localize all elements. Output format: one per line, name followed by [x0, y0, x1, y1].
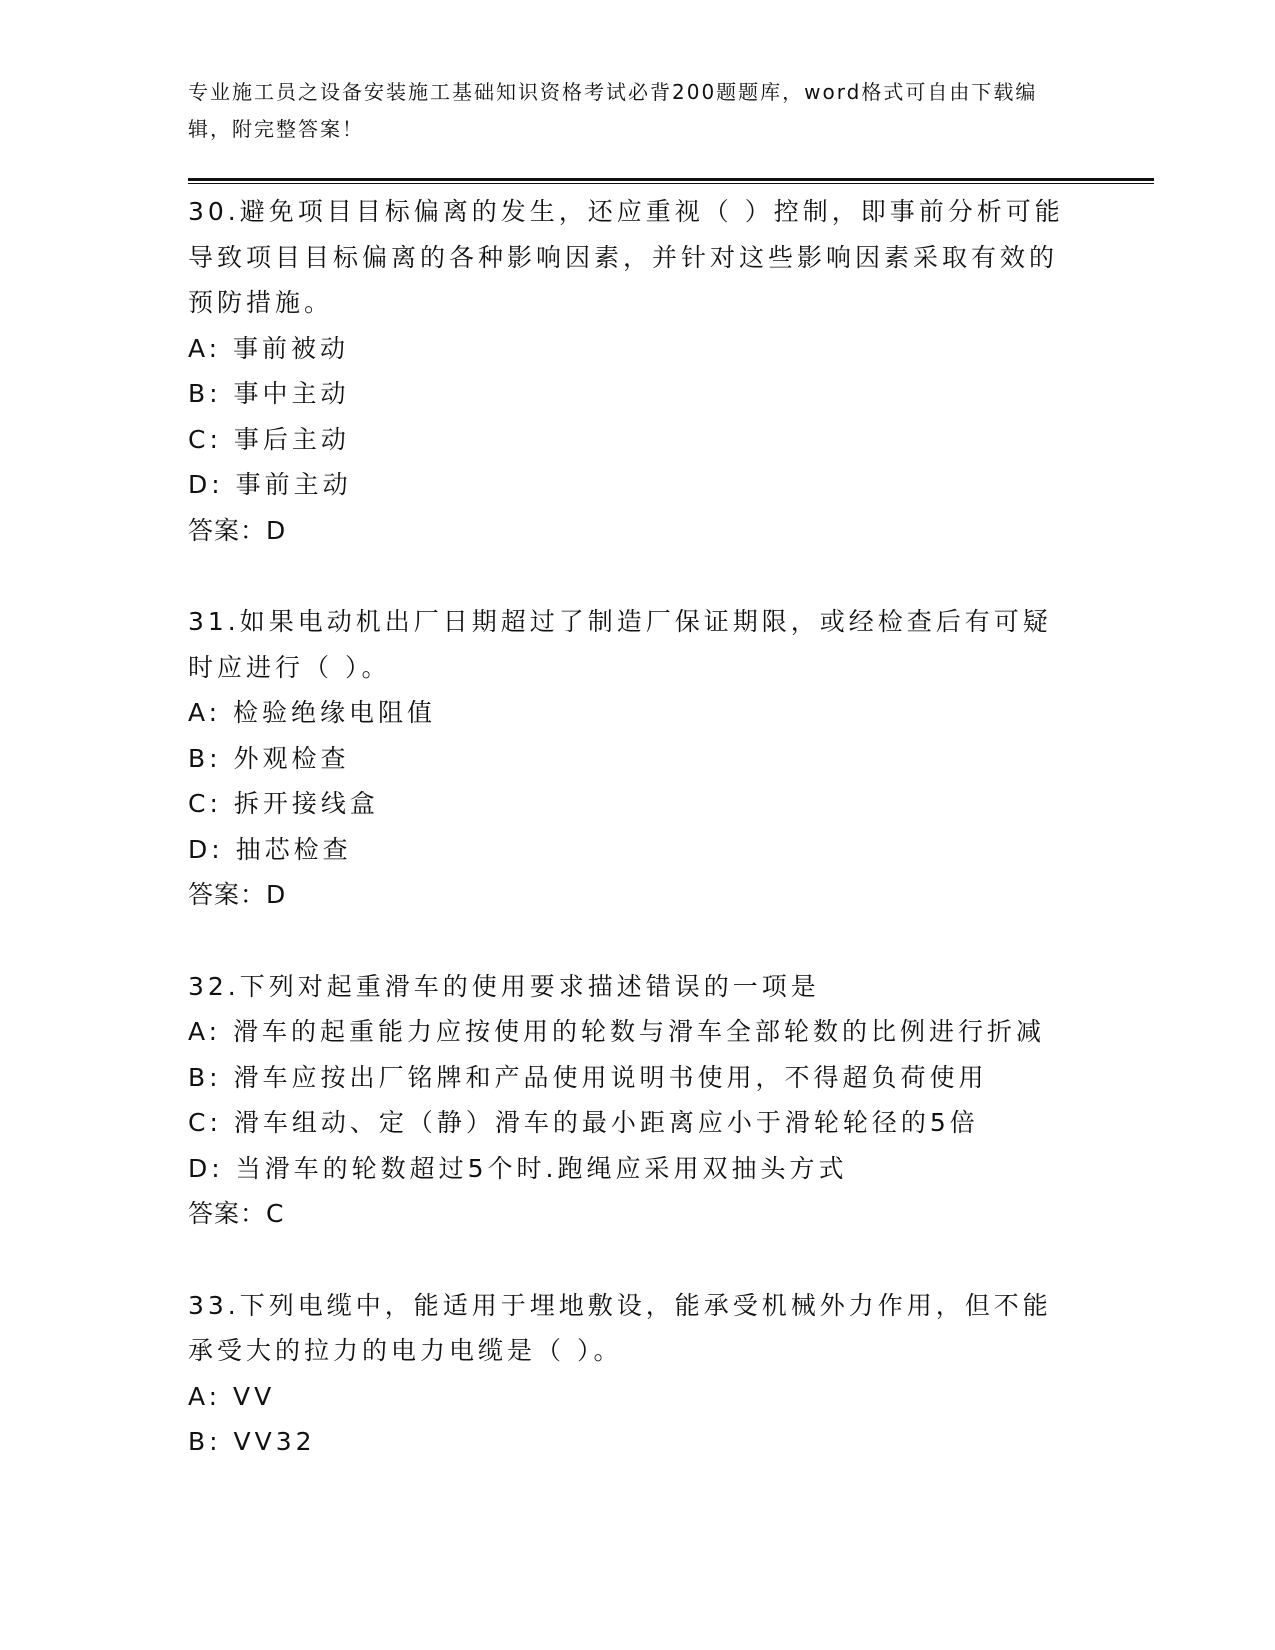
option-b: B: 事中主动 — [188, 379, 350, 408]
option-c: C: 拆开接线盒 — [188, 789, 379, 818]
question-stem: 31.如果电动机出厂日期超过了制造厂保证期限，或经检查后有可疑时应进行（ ）。 — [188, 607, 1052, 682]
option-b: B: VV32 — [188, 1427, 316, 1456]
option-c: C: 滑车组动、定（静）滑车的最小距离应小于滑轮轮径的5倍 — [188, 1108, 979, 1137]
answer-label: 答案：C — [188, 1199, 285, 1228]
answer-label: 答案：D — [188, 515, 287, 545]
question-stem: 30.避免项目目标偏离的发生，还应重视（ ）控制，即事前分析可能导致项目目标偏离的各种影响因素，并针对这些影响因素采取有效的预防措施。 — [188, 197, 1064, 317]
option-a: A: 滑车的起重能力应按使用的轮数与滑车全部轮数的比例进行折减 — [188, 1017, 1046, 1046]
option-d: D: 事前主动 — [188, 470, 352, 499]
option-c: C: 事后主动 — [188, 424, 350, 454]
answer-label: 答案：D — [188, 880, 287, 909]
question-list — [188, 189, 1068, 1511]
header-rule-thin — [188, 183, 1154, 184]
question-30 — [188, 189, 1068, 553]
header-rule-thick — [188, 178, 1154, 181]
option-b: B: 外观检查 — [188, 743, 350, 773]
question-32 — [188, 964, 1068, 1237]
option-b: B: 滑车应按出厂铭牌和产品使用说明书使用，不得超负荷使用 — [188, 1062, 988, 1092]
option-d: D: 当滑车的轮数超过5个时.跑绳应采用双抽头方式 — [188, 1153, 848, 1183]
page-header: 专业施工员之设备安装施工基础知识资格考试必背200题题库，word格式可自由下载编辑，附完整答案！ — [188, 80, 1038, 141]
option-a: A: 检验绝缘电阻值 — [188, 698, 437, 727]
option-d: D: 抽芯检查 — [188, 834, 352, 864]
option-a: A: VV — [188, 1381, 276, 1411]
question-stem: 32.下列对起重滑车的使用要求描述错误的一项是 — [188, 971, 820, 1001]
question-31 — [188, 599, 1068, 918]
question-33 — [188, 1283, 1068, 1465]
question-stem: 33.下列电缆中，能适用于埋地敷设，能承受机械外力作用，但不能承受大的拉力的电力电缆是（ ）。 — [188, 1290, 1052, 1365]
option-a: A: 事前被动 — [188, 333, 350, 363]
